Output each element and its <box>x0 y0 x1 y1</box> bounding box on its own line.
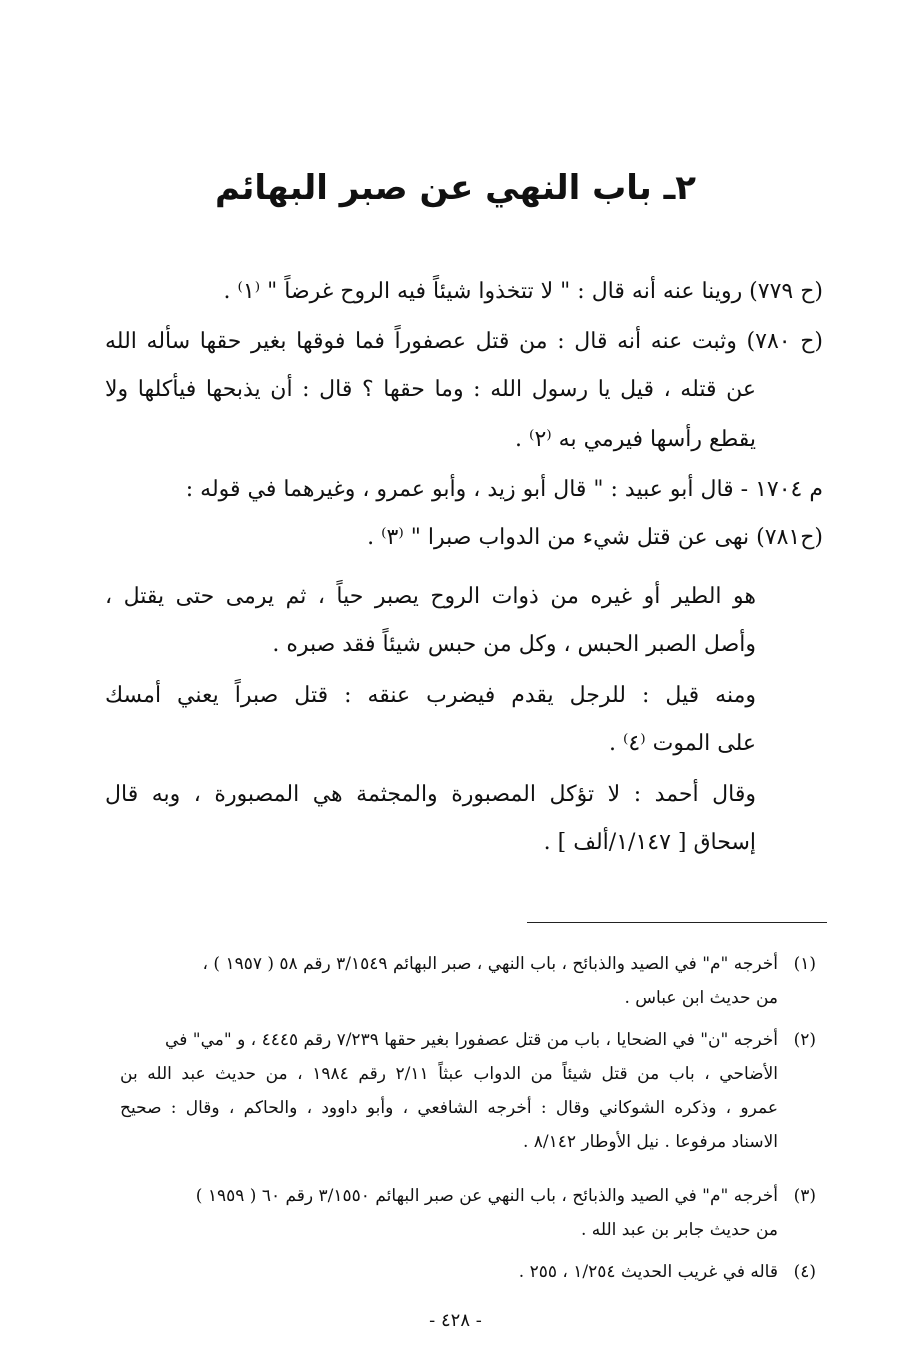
body-line: وأصل الصبر الحبس ، وكل من حبس شيئاً فقد صبره . <box>272 632 756 657</box>
body-line-hadith-780: (ح ٧٨٠) وثبت عنه أنه قال : من قتل عصفوراً فما فوقها بغير حقها سأله الله <box>105 329 824 354</box>
page-number: - ٤٢٨ - <box>429 1310 482 1331</box>
footnote-number: (٤) <box>793 1262 816 1282</box>
body-line-masala-1704: م ١٧٠٤ - قال أبو عبيد : " قال أبو زيد ، وأبو عمرو ، وغيرهما في قوله : <box>185 477 823 502</box>
body-line: إسحاق [ ١/١٤٧/ألف ] . <box>543 830 756 855</box>
footnote-line: من حديث ابن عباس . <box>624 988 778 1008</box>
body-line: وقال أحمد : لا تؤكل المصبورة والمجثمة هي المصبورة ، وبه قال <box>105 782 756 807</box>
footnote-2 <box>126 1024 816 1056</box>
body-line: يقطع رأسها فيرمي به ⁽٢⁾ . <box>515 427 756 452</box>
body-line: عن قتله ، قيل يا رسول الله : وما حقها ؟ قال : أن يذبحها فيأكلها ولا <box>105 377 756 402</box>
footnote-divider <box>527 922 827 923</box>
footnote-line: الاسناد مرفوعا . نيل الأوطار ٨/١٤٢ . <box>522 1132 778 1152</box>
footnote-line: عمرو ، وذكره الشوكاني وقال : أخرجه الشافعي ، وأبو داوود ، والحاكم ، وقال : صحيح <box>120 1098 778 1118</box>
footnote-line: الأضاحي ، باب من قتل شيئاً من الدواب عبثاً ٢/١١ رقم ١٩٨٤ ، من حديث عبد الله بن <box>120 1064 778 1084</box>
body-line: على الموت ⁽٤⁾ . <box>609 731 756 756</box>
footnote-1 <box>126 948 816 980</box>
footnote-line: أخرجه "م" في الصيد والذبائح ، باب النهي ، صبر البهائم ٣/١٥٤٩ رقم ٥٨ ( ١٩٥٧ ) ، <box>202 954 778 974</box>
footnote-4 <box>126 1256 816 1288</box>
footnote-3 <box>126 1180 816 1212</box>
footnote-number: (٢) <box>793 1030 816 1050</box>
footnote-line: أخرجه "ن" في الضحايا ، باب من قتل عصفورا بغير حقها ٧/٢٣٩ رقم ٤٤٤٥ ، و "مي" في <box>165 1030 778 1050</box>
footnote-line: من حديث جابر بن عبد الله . <box>580 1220 778 1240</box>
body-line: هو الطير أو غيره من ذوات الروح يصبر حياً ، ثم يرمى حتى يقتل ، <box>105 584 756 609</box>
body-line-hadith-779: (ح ٧٧٩) روينا عنه أنه قال : " لا تتخذوا شيئاً فيه الروح غرضاً " ⁽١⁾ . <box>223 279 823 304</box>
footnote-number: (١) <box>793 954 816 974</box>
chapter-title: ٢ـ باب النهي عن صبر البهائم <box>214 168 697 208</box>
body-line: ومنه قيل : للرجل يقدم فيضرب عنقه : قتل صبراً يعني أمسك <box>105 683 756 708</box>
footnote-line: قاله في غريب الحديث ١/٢٥٤ ، ٢٥٥ . <box>518 1262 778 1282</box>
footnote-number: (٣) <box>793 1186 816 1206</box>
footnote-line: أخرجه "م" في الصيد والذبائح ، باب النهي عن صبر البهائم ٣/١٥٥٠ رقم ٦٠ ( ١٩٥٩ ) <box>195 1186 778 1206</box>
body-line-hadith-781: (ح٧٨١) نهى عن قتل شيء من الدواب صبرا " ⁽٣⁾ . <box>367 525 823 550</box>
